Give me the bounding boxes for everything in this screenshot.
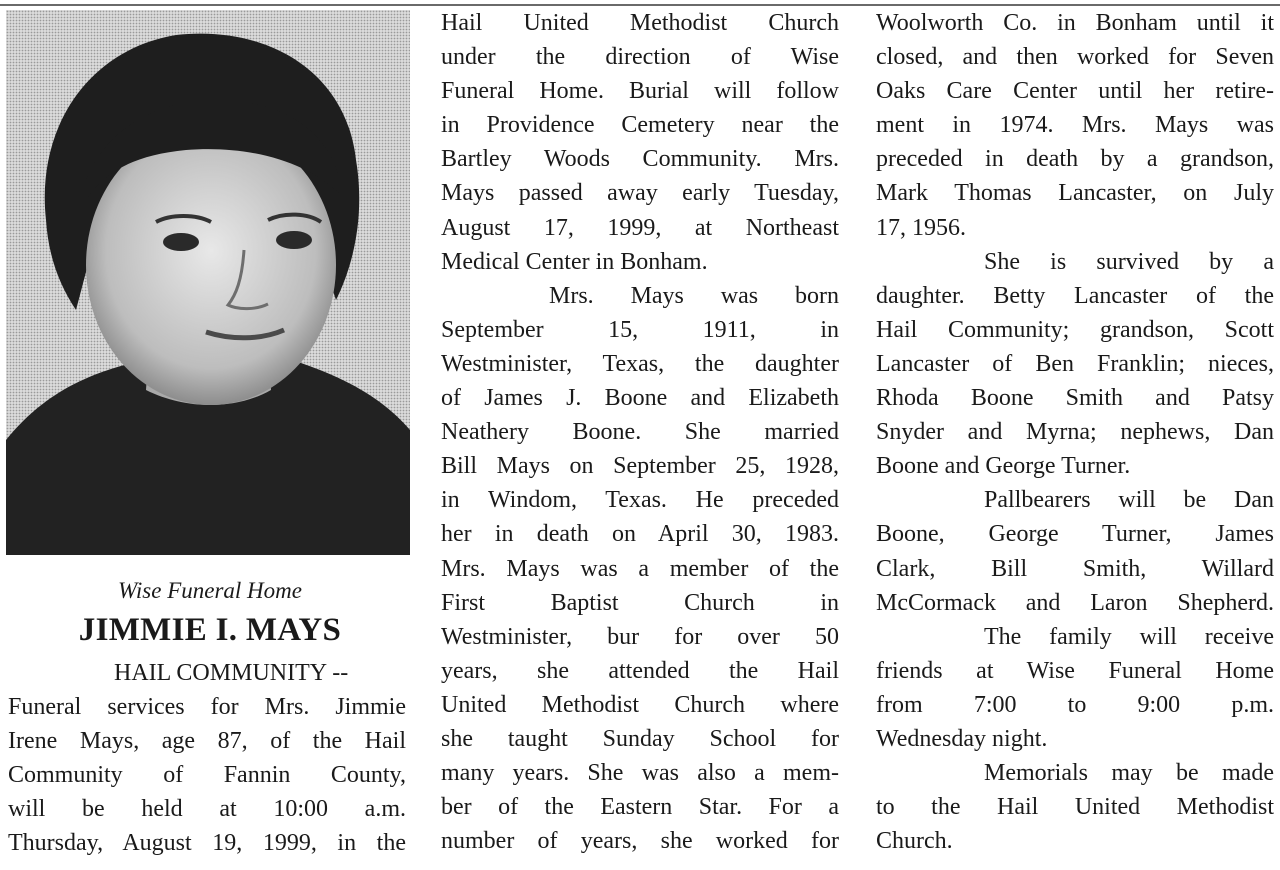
text-line: closed, and then worked for Seven: [876, 44, 1274, 71]
portrait-photo: [6, 10, 410, 555]
text-line: her in death on April 30, 1983.: [441, 521, 839, 548]
text-line: Wednesday night.: [876, 725, 1048, 752]
text-line: Hail Community; grandson, Scott: [876, 316, 1274, 343]
text-line: Irene Mays, age 87, of the Hail: [8, 728, 406, 755]
text-line: The family will receive: [984, 623, 1274, 650]
text-line: Snyder and Myrna; nephews, Dan: [876, 419, 1274, 446]
text-line: from 7:00 to 9:00 p.m.: [876, 691, 1274, 718]
text-line: September 15, 1911, in: [441, 316, 839, 343]
text-line: Boone, George Turner, James: [876, 521, 1274, 548]
text-line: Community of Fannin County,: [8, 762, 406, 789]
text-line: many years. She was also a mem-: [441, 760, 839, 787]
text-line: daughter. Betty Lancaster of the: [876, 282, 1274, 309]
text-line: First Baptist Church in: [441, 589, 839, 616]
text-line: Mark Thomas Lancaster, on July: [876, 180, 1274, 207]
text-line: in Providence Cemetery near the: [441, 112, 839, 139]
text-line: Memorials may be made: [984, 760, 1274, 787]
text-line: HAIL COMMUNITY --: [114, 660, 349, 686]
text-line: Oaks Care Center until her retire-: [876, 78, 1274, 105]
text-line: Lancaster of Ben Franklin; nieces,: [876, 350, 1274, 377]
text-line: Mays passed away early Tuesday,: [441, 180, 839, 207]
text-line: Funeral Home. Burial will follow: [441, 78, 839, 105]
text-line: Bill Mays on September 25, 1928,: [441, 453, 839, 480]
text-line: United Methodist Church where: [441, 691, 839, 718]
text-line: She is survived by a: [984, 248, 1274, 275]
text-line: under the direction of Wise: [441, 44, 839, 71]
column-3: [876, 6, 1274, 858]
text-line: Rhoda Boone Smith and Patsy: [876, 385, 1274, 412]
text-line: Clark, Bill Smith, Willard: [876, 555, 1274, 582]
text-line: years, she attended the Hail: [441, 657, 839, 684]
text-line: Westminister, Texas, the daughter: [441, 350, 839, 377]
text-line: Mrs. Mays was born: [549, 282, 839, 309]
text-line: she taught Sunday School for: [441, 725, 839, 752]
text-line: number of years, she worked for: [441, 828, 839, 855]
text-line: ment in 1974. Mrs. Mays was: [876, 112, 1274, 139]
column-2: [441, 6, 839, 858]
text-line: Woolworth Co. in Bonham until it: [876, 10, 1274, 36]
text-line: Bartley Woods Community. Mrs.: [441, 146, 839, 173]
text-line: Westminister, bur for over 50: [441, 623, 839, 650]
funeral-home-caption: Wise Funeral Home: [118, 578, 302, 603]
text-line: 17, 1956.: [876, 214, 966, 241]
column-1: [8, 656, 406, 861]
text-line: of James J. Boone and Elizabeth: [441, 385, 839, 412]
text-line: August 17, 1999, at Northeast: [441, 214, 839, 241]
text-line: in Windom, Texas. He preceded: [441, 487, 839, 514]
text-line: will be held at 10:00 a.m.: [8, 796, 406, 823]
text-line: Mrs. Mays was a member of the: [441, 555, 839, 582]
text-line: Thursday, August 19, 1999, in the: [8, 830, 406, 857]
text-line: Neathery Boone. She married: [441, 419, 839, 446]
text-line: friends at Wise Funeral Home: [876, 657, 1274, 684]
text-line: Medical Center in Bonham.: [441, 248, 708, 275]
text-line: Pallbearers will be Dan: [984, 487, 1274, 514]
text-line: ber of the Eastern Star. For a: [441, 794, 839, 821]
text-line: to the Hail United Methodist: [876, 794, 1274, 821]
portrait-icon: [6, 10, 410, 555]
deceased-name-heading: JIMMIE I. MAYS: [78, 612, 342, 648]
text-line: Funeral services for Mrs. Jimmie: [8, 694, 406, 721]
text-line: preceded in death by a grandson,: [876, 146, 1274, 173]
text-line: Church.: [876, 828, 953, 855]
text-line: Hail United Methodist Church: [441, 10, 839, 36]
text-line: McCormack and Laron Shepherd.: [876, 589, 1274, 616]
text-line: Boone and George Turner.: [876, 453, 1131, 480]
